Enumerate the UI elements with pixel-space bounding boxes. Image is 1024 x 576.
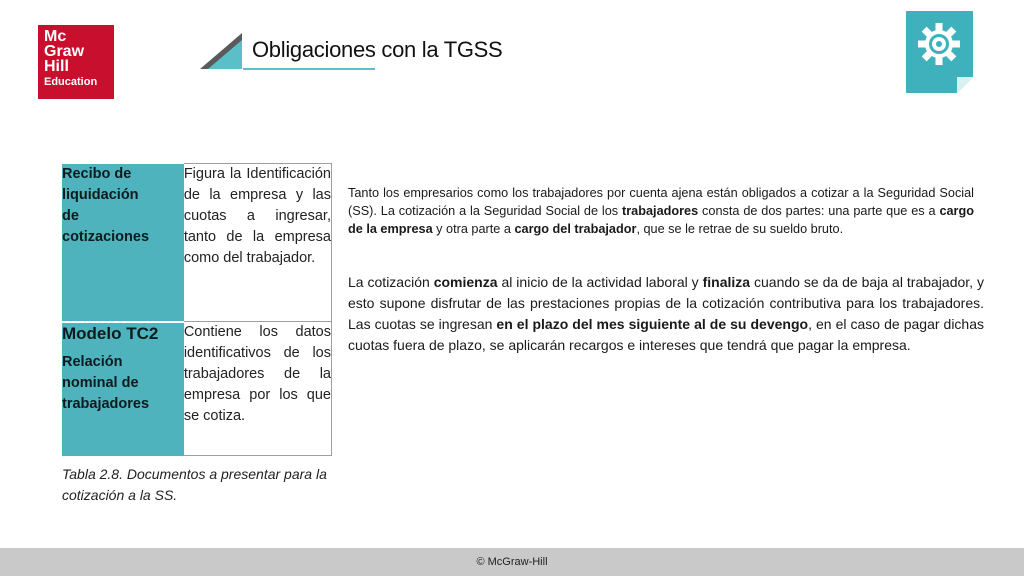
text-run: Tanto los empresarios como los trabajadores por cuenta ajena están obligados a cotizar a la Seguridad Social (SS). La cotización a la Seguridad Social de los (348, 186, 974, 218)
logo-text-mc: Mc (44, 28, 67, 45)
footer-bar (0, 548, 1024, 576)
text-run: al inicio de la actividad laboral y (497, 274, 703, 290)
bold-text-run: en el plazo del mes siguiente al de su devengo (496, 316, 809, 332)
table-cell-description: Figura la Identificación de la empresa y las cuotas a ingresar, tanto de la empresa como del trabajador. (184, 164, 332, 322)
paragraph-intro (348, 184, 974, 238)
table-row (62, 164, 332, 322)
label-line: nominal de (62, 374, 139, 391)
label-line: liquidación (62, 186, 139, 203)
text-run: La cotización (348, 274, 434, 290)
table-row (62, 322, 332, 456)
table-cell-description: Contiene los datos identificativos de los trabajadores de la empresa por los que se cotiza. (184, 322, 332, 456)
title-decoration-icon (198, 31, 244, 71)
title-underline (243, 68, 375, 70)
bold-text-run: cargo del trabajador (514, 222, 637, 236)
label-line: cotizaciones (62, 228, 150, 245)
mcgraw-hill-logo (38, 25, 114, 99)
table-caption: Tabla 2.8. Documentos a presentar para la cotización a la SS. (62, 466, 327, 503)
text-run: , que se le retrae de su sueldo bruto. (636, 222, 844, 236)
bold-text-run: comienza (433, 274, 498, 290)
label-line: Relación (62, 353, 123, 370)
text-run: consta de dos partes: una parte que es a (698, 204, 940, 218)
page-title: Obligaciones con la TGSS (252, 37, 503, 62)
logo-text-education: Education (44, 76, 98, 88)
model-title: Modelo TC2 (62, 323, 159, 343)
gear-icon (906, 11, 973, 93)
bold-text-run: finaliza (702, 274, 751, 290)
table-cell-label (62, 164, 184, 322)
label-line: trabajadores (62, 395, 150, 412)
paragraph-detail (348, 272, 984, 356)
text-run: y otra parte a (432, 222, 515, 236)
text-run: , en el caso de pagar dichas cuotas fuera de plazo, se aplicarán recargos e intereses que tendrá que pagar la empresa. (348, 316, 985, 353)
label-line: de (62, 207, 79, 224)
bold-text-run: trabajadores (622, 204, 699, 218)
logo-text-graw: Graw (44, 43, 85, 60)
copyright-text: © McGraw-Hill (476, 556, 548, 568)
table-cell-label (62, 322, 184, 456)
label-line: Recibo de (62, 165, 132, 182)
text-run: cuando se da de baja al trabajador, y esto supone disfrutar de las prestaciones propias de la cotización contributiva para los trabajadores. Las cuotas se ingresan (348, 274, 984, 332)
documents-table (62, 163, 332, 456)
bold-text-run: cargo de la empresa (348, 204, 974, 236)
logo-text-hill: Hill (44, 58, 69, 75)
